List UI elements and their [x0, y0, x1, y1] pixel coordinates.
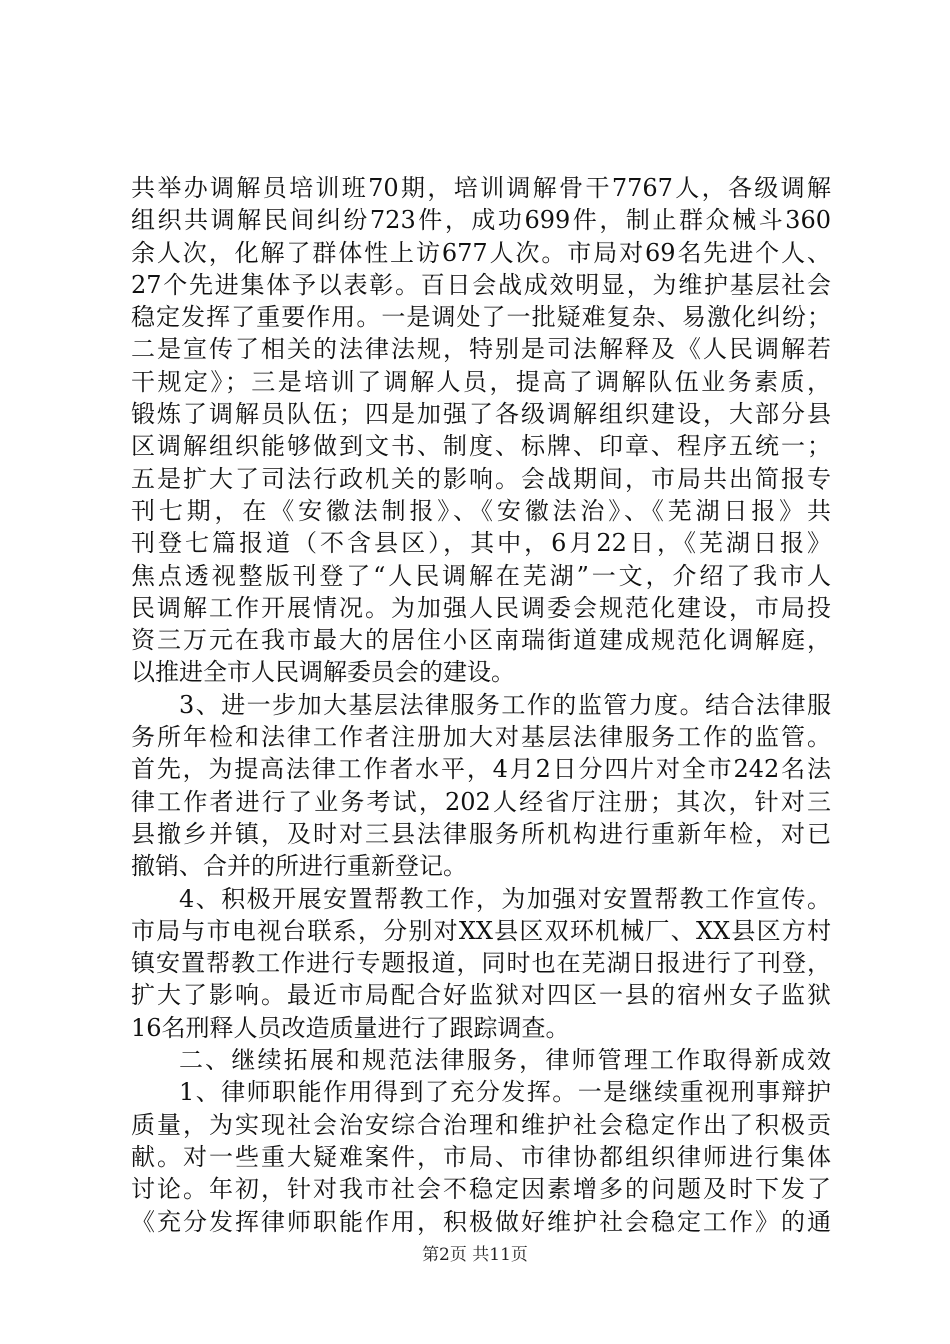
text-line: 锻炼了调解员队伍；四是加强了各级调解组织建设，大部分县	[131, 400, 831, 429]
text-line: 县撤乡并镇，及时对三县法律服务所机构进行重新年检，对已	[131, 819, 831, 848]
text-line: 首先，为提高法律工作者水平，4月2日分四片对全市242名法	[131, 755, 831, 784]
text-line: 撤销、合并的所进行重新登记。	[131, 852, 467, 881]
text-line: 律工作者进行了业务考试，202人经省厅注册；其次，针对三	[131, 787, 831, 816]
text-line: 区调解组织能够做到文书、制度、标牌、印章、程序五统一；	[131, 432, 831, 461]
text-line: 讨论。年初，针对我市社会不稳定因素增多的问题及时下发了	[131, 1175, 831, 1204]
text-line: 1、律师职能作用得到了充分发挥。一是继续重视刑事辩护	[179, 1078, 831, 1107]
text-line: 刊七期，在《安徽法制报》、《安徽法治》、《芜湖日报》共	[131, 496, 831, 525]
text-line: 4、积极开展安置帮教工作，为加强对安置帮教工作宣传。	[179, 884, 831, 913]
page-number-footer: 第2页 共11页	[422, 1245, 528, 1265]
text-line: 二是宣传了相关的法律法规，特别是司法解释及《人民调解若	[131, 335, 831, 364]
text-line: 扩大了影响。最近市局配合好监狱对四区一县的宿州女子监狱	[131, 981, 831, 1010]
text-line: 干规定》；三是培训了调解人员，提高了调解队伍业务素质，	[131, 367, 831, 396]
text-line: 市局与市电视台联系，分别对XX县区双环机械厂、XX县区方村	[131, 916, 831, 945]
text-line: 共举办调解员培训班70期，培训调解骨干7767人，各级调解	[131, 174, 831, 202]
text-line: 民调解工作开展情况。为加强人民调委会规范化建设，市局投	[131, 593, 831, 622]
text-line: 稳定发挥了重要作用。一是调处了一批疑难复杂、易激化纠纷；	[131, 303, 831, 332]
text-line: 镇安置帮教工作进行专题报道，同时也在芜湖日报进行了刊登，	[131, 949, 831, 978]
text-line: 资三万元在我市最大的居住小区南瑞街道建成规范化调解庭，	[131, 626, 831, 655]
text-line: 3、进一步加大基层法律服务工作的监管力度。结合法律服	[179, 690, 831, 719]
text-line: 刊登七篇报道（不含县区），其中，6月22日，《芜湖日报》	[131, 529, 831, 558]
text-line: 质量，为实现社会治安综合治理和维护社会稳定作出了积极贡	[131, 1110, 831, 1139]
text-line: 务所年检和法律工作者注册加大对基层法律服务工作的监管。	[131, 723, 831, 752]
text-line: 以推进全市人民调解委员会的建设。	[131, 658, 515, 687]
document-body	[131, 172, 831, 1238]
text-line: 余人次，化解了群体性上访677人次。市局对69名先进个人、	[131, 238, 831, 267]
text-line: 16名刑释人员改造质量进行了跟踪调查。	[131, 1013, 570, 1042]
text-line: 五是扩大了司法行政机关的影响。会战期间，市局共出简报专	[131, 464, 831, 493]
text-line: 组织共调解民间纠纷723件，成功699件，制止群众械斗360	[131, 206, 831, 235]
text-line: 《充分发挥律师职能作用，积极做好维护社会稳定工作》的通	[131, 1207, 831, 1236]
text-line: 27个先进集体予以表彰。百日会战成效明显，为维护基层社会	[131, 270, 831, 299]
text-line: 献。对一些重大疑难案件，市局、市律协都组织律师进行集体	[131, 1142, 831, 1171]
text-line: 焦点透视整版刊登了“人民调解在芜湖”一文，介绍了我市人	[131, 561, 831, 590]
section-heading: 二、继续拓展和规范法律服务，律师管理工作取得新成效	[179, 1046, 831, 1075]
